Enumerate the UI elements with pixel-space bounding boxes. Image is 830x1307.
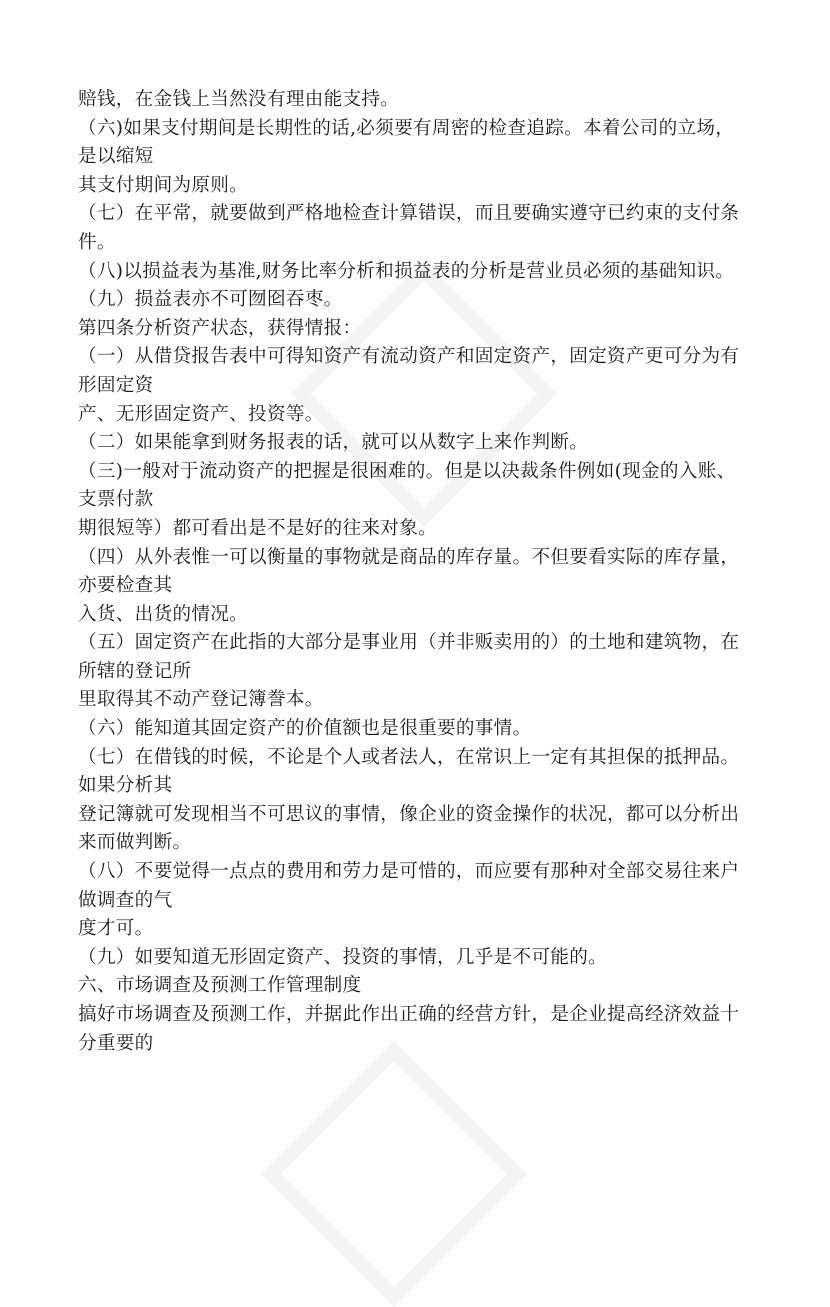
text-line: （七）在平常，就要做到严格地检查计算错误，而且要确实遵守已约束的支付条 <box>78 203 740 225</box>
text-line: 第四条分析资产状态，获得情报： <box>78 317 362 339</box>
text-line: （六)如果支付期间是长期性的话,必须要有周密的检查追踪。本着公司的立场， <box>78 117 735 139</box>
text-line: 来而做判断。 <box>78 832 192 854</box>
text-line: 登记簿就可发现相当不可思议的事情，像企业的资金操作的状况，都可以分析出 <box>78 803 740 825</box>
text-line: 分重要的 <box>78 1032 154 1054</box>
text-line: 形固定资 <box>78 374 154 396</box>
text-line: 搞好市场调查及预测工作，并据此作出正确的经营方针，是企业提高经济效益十 <box>78 1004 740 1025</box>
text-line: 所辖的登记所 <box>78 660 192 682</box>
text-line: （八)以损益表为基准,财务比率分析和损益表的分析是营业员必须的基础知识。 <box>78 260 735 282</box>
text-line: 其支付期间为原则。 <box>78 174 249 196</box>
text-line: 里取得其不动产登记簿誊本。 <box>78 689 324 711</box>
text-line: （一）从借贷报告表中可得知资产有流动资产和固定资产，固定资产更可分为有 <box>78 346 740 368</box>
text-line: 入货、出货的情况。 <box>78 603 249 625</box>
text-line: （七）在借钱的时候，不论是个人或者法人，在常识上一定有其担保的抵押品。 <box>78 746 740 768</box>
text-line: （五）固定资产在此指的大部分是事业用（并非贩卖用的）的土地和建筑物，在 <box>78 632 740 654</box>
text-line: 赔钱，在金钱上当然没有理由能支持。 <box>78 89 400 110</box>
text-line: （四）从外表惟一可以衡量的事物就是商品的库存量。不但要看实际的库存量， <box>78 546 740 568</box>
text-line: 期很短等）都可看出是不是好的往来对象。 <box>78 517 437 539</box>
text-line: 六、市场调查及预测工作管理制度 <box>78 975 362 997</box>
text-line: 度才可。 <box>78 918 154 940</box>
text-line: 做调查的气 <box>78 889 173 911</box>
watermark <box>261 1041 527 1307</box>
text-line: 如果分析其 <box>78 775 173 797</box>
text-line: 件。 <box>78 231 116 253</box>
document-body <box>78 86 778 1058</box>
text-line: （六）能知道其固定资产的价值额也是很重要的事情。 <box>78 718 532 740</box>
text-line: 支票付款 <box>78 489 154 511</box>
text-line: （二）如果能拿到财务报表的话，就可以从数字上来作判断。 <box>78 432 589 454</box>
text-line: （八）不要觉得一点点的费用和劳力是可惜的，而应要有那种对全部交易往来户 <box>78 861 740 883</box>
text-line: （九）如要知道无形固定资产、投资的事情，几乎是不可能的。 <box>78 946 608 968</box>
text-line: 产、无形固定资产、投资等。 <box>78 403 324 425</box>
text-line: 亦要检查其 <box>78 575 173 597</box>
text-line: 是以缩短 <box>78 146 154 168</box>
text-line: （九）损益表亦不可囫囵吞枣。 <box>78 289 343 311</box>
text-line: （三)一般对于流动资产的把握是很困难的。但是以决裁条件例如(现金的入账、 <box>78 460 736 482</box>
